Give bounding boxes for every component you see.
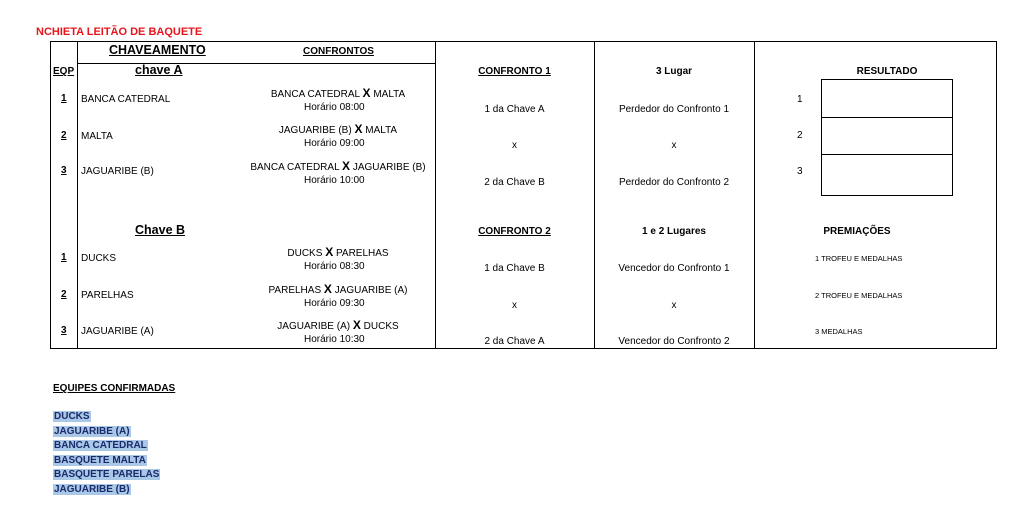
col-divider-resultado — [754, 41, 755, 349]
chave-a-heading: chave A — [135, 63, 183, 77]
list-item: JAGUARIBE (A) — [54, 425, 130, 437]
game-time: Horário 10:30 — [304, 334, 365, 345]
chave-b-heading: Chave B — [135, 223, 186, 237]
lugar12-slot: Vencedor do Confronto 1 — [618, 263, 730, 274]
game-time: Horário 08:30 — [304, 261, 365, 272]
confrontos-heading: CONFRONTOS — [303, 46, 374, 57]
list-item: DUCKS — [54, 411, 90, 422]
confronto2-heading: CONFRONTO 2 — [478, 226, 551, 237]
lugar3-slot: Perdedor do Confronto 1 — [618, 104, 730, 115]
lugar12-slot: x — [671, 300, 677, 311]
premiacao-item: 2 TROFEU E MEDALHAS — [815, 291, 903, 300]
team-number: 2 — [61, 289, 67, 300]
lugar3-slot: Perdedor do Confronto 2 — [618, 177, 730, 188]
team-number: 3 — [61, 165, 67, 176]
game-matchup: PARELHAS X JAGUARIBE (A) — [268, 282, 408, 296]
premiacao-item: 3 MEDALHAS — [815, 327, 863, 336]
team-name: MALTA — [81, 131, 113, 142]
list-item: BANCA CATEDRAL — [54, 440, 147, 451]
confronto1-slot: x — [512, 140, 517, 151]
team-name: PARELHAS — [81, 290, 134, 301]
team-name: BANCA CATEDRAL — [81, 94, 171, 105]
game-time: Horário 09:30 — [304, 298, 365, 309]
result-box-divider — [821, 154, 953, 155]
resultado-heading: RESULTADO — [856, 66, 918, 77]
eqp-heading: EQP — [53, 66, 75, 77]
game-matchup: JAGUARIBE (A) X DUCKS — [277, 318, 399, 332]
header-rule — [77, 63, 435, 64]
lugar12-heading: 1 e 2 Lugares — [642, 226, 706, 237]
game-matchup: JAGUARIBE (B) X MALTA — [278, 122, 398, 136]
game-matchup: BANCA CATEDRAL X JAGUARIBE (B) — [250, 159, 426, 173]
result-boxes — [821, 79, 953, 196]
premiacoes-heading: PREMIAÇÕES — [823, 226, 891, 237]
team-number: 2 — [61, 130, 67, 141]
chaveamento-heading: CHAVEAMENTO — [109, 43, 206, 57]
lugar3-slot: x — [671, 140, 677, 151]
game-time: Horário 09:00 — [304, 138, 365, 149]
confronto2-slot: 1 da Chave B — [484, 263, 545, 274]
confronto1-slot: 1 da Chave A — [484, 104, 545, 115]
team-number: 1 — [61, 93, 67, 104]
result-place: 1 — [797, 94, 803, 105]
premiacao-item: 1 TROFEU E MEDALHAS — [815, 254, 903, 263]
confronto2-slot: 2 da Chave A — [484, 336, 545, 347]
game-matchup: BANCA CATEDRAL X MALTA — [270, 86, 406, 100]
lugar3-heading: 3 Lugar — [655, 66, 693, 77]
result-place: 2 — [797, 130, 803, 141]
result-place: 3 — [797, 166, 803, 177]
game-time: Horário 08:00 — [304, 102, 365, 113]
team-name: JAGUARIBE (B) — [81, 166, 154, 177]
game-time: Horário 10:00 — [304, 175, 365, 186]
doc-title: NCHIETA LEITÃO DE BAQUETE — [36, 26, 203, 38]
lugar12-slot: Vencedor do Confronto 2 — [618, 336, 730, 347]
list-item: BASQUETE PARELAS — [54, 469, 160, 480]
team-number: 1 — [61, 252, 67, 263]
confronto1-slot: 2 da Chave B — [484, 177, 545, 188]
game-matchup: DUCKS X PARELHAS — [287, 245, 389, 259]
confirmadas-heading: EQUIPES CONFIRMADAS — [53, 383, 176, 394]
result-box-divider — [821, 117, 953, 118]
list-item: BASQUETE MALTA — [54, 454, 146, 466]
team-name: JAGUARIBE (A) — [81, 326, 154, 337]
team-number: 3 — [61, 325, 67, 336]
confronto2-slot: x — [512, 300, 517, 311]
confronto1-heading: CONFRONTO 1 — [478, 66, 551, 77]
list-item: JAGUARIBE (B) — [54, 483, 130, 495]
confirmadas-list — [53, 409, 160, 496]
team-name: DUCKS — [81, 253, 117, 264]
col-divider-eqp — [77, 41, 78, 349]
